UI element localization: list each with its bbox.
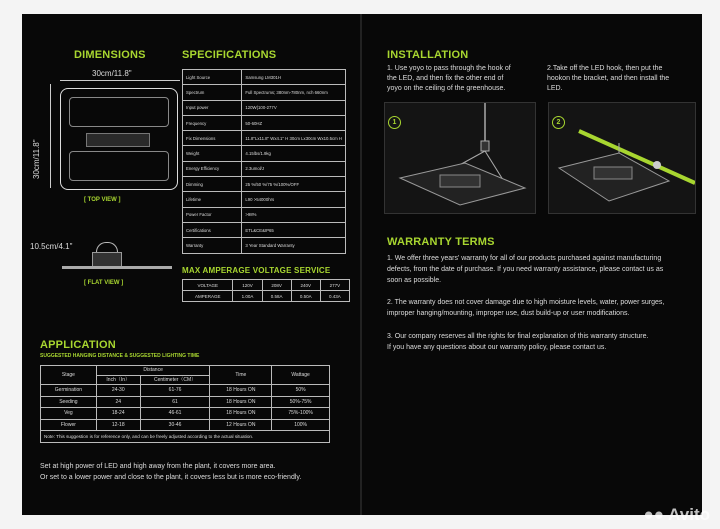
specifications-table xyxy=(182,69,346,254)
application-subtitle: SUGGESTED HANGING DISTANCE & SUGGESTED LIGHTING TIME xyxy=(40,353,200,359)
spec-label: Dimming xyxy=(183,177,242,192)
application-wattage-cell: 100% xyxy=(272,419,330,431)
spec-value: ETL&CE&IP65 xyxy=(242,222,346,237)
inch-header: Inch（In） xyxy=(96,375,140,385)
application-cm-cell: 61 xyxy=(140,396,210,408)
spec-label: Frequency xyxy=(183,115,242,130)
spec-label: Spectrum xyxy=(183,85,242,100)
amperage-cell-2: 0.58A xyxy=(262,291,291,302)
step-1-badge: 1 xyxy=(388,116,401,129)
application-wattage-cell: 75%-100% xyxy=(272,408,330,420)
led-panel-bottom xyxy=(69,151,169,181)
spec-row xyxy=(183,192,346,207)
led-center-bar xyxy=(86,133,150,147)
spec-label: Energy Efficiency xyxy=(183,161,242,176)
wattage-header: Wattage xyxy=(272,366,330,385)
spec-row xyxy=(183,207,346,222)
application-row xyxy=(41,385,330,397)
stage-header: Stage xyxy=(41,366,97,385)
flat-view-caption: [ FLAT VIEW ] xyxy=(84,280,124,286)
application-title: APPLICATION xyxy=(40,339,116,351)
amperage-cell-3: 0.50A xyxy=(291,291,320,302)
spec-row xyxy=(183,146,346,161)
application-time-cell: 12 Hours ON xyxy=(210,419,272,431)
warranty-p1-line3: soon as possible. xyxy=(387,277,442,284)
spec-row xyxy=(183,177,346,192)
spec-value: 50-60HZ xyxy=(242,115,346,130)
installation-step1-line3: yoyo on the ceiling of the greenhouse. xyxy=(387,85,506,92)
warranty-p3-line2: If you have any questions about our warranty policy, please contact us. xyxy=(387,344,607,351)
installation-image-1 xyxy=(384,102,536,214)
spec-label: Certifications xyxy=(183,222,242,237)
warranty-p3-line1: 3. Our company reserves all the rights for final explanation of this warranty structure. xyxy=(387,333,649,340)
amperage-cell-1: 1.00A xyxy=(233,291,262,302)
amperage-cell-4: 0.43A xyxy=(320,291,349,302)
spec-row xyxy=(183,115,346,130)
height-dimension-line xyxy=(50,84,51,188)
amperage-header-4: 277V xyxy=(320,280,349,291)
installation-step1-line2: the LED, and then fix the other end of xyxy=(387,75,504,82)
spec-value: 11.8"Lx11.8" Wx4.1" H 30cm Lx30cm Wx10.5cm H xyxy=(242,131,346,146)
watermark-text: Avito xyxy=(668,505,710,524)
spec-label: Weight xyxy=(183,146,242,161)
avito-watermark xyxy=(643,505,710,525)
amperage-header-2: 208V xyxy=(262,280,291,291)
spec-row xyxy=(183,70,346,85)
spec-value: Full Spectrums; 380nm-780nm, nch 660nm xyxy=(242,85,346,100)
spec-row xyxy=(183,161,346,176)
application-footer-line2: Or set to a lower power and close to the plant, it covers less but is more eco-friendly. xyxy=(40,474,302,481)
warranty-p1-line1: 1. We offer three years' warranty for all of our products purchased against manufacturing xyxy=(387,255,662,262)
application-stage-cell: Germination xyxy=(41,385,97,397)
application-inch-cell: 24 xyxy=(96,396,140,408)
spec-value: 3 Year Standard Warranty xyxy=(242,238,346,253)
installation-step1-line1: 1. Use yoyo to pass through the hook of xyxy=(387,65,511,72)
spec-row xyxy=(183,238,346,253)
application-inch-cell: 18-24 xyxy=(96,408,140,420)
application-row xyxy=(41,419,330,431)
application-inch-cell: 12-18 xyxy=(96,419,140,431)
spec-value: L90 >54000hrs xyxy=(242,192,346,207)
specifications-title: SPECIFICATIONS xyxy=(182,49,277,61)
dimensions-title: DIMENSIONS xyxy=(74,49,146,61)
application-wattage-cell: 50%-75% xyxy=(272,396,330,408)
amperage-header-0: VOLTAGE xyxy=(183,280,233,291)
amperage-header-1: 120V xyxy=(233,280,262,291)
spec-value: Samsung LM301H xyxy=(242,70,346,85)
application-row xyxy=(41,396,330,408)
spec-row xyxy=(183,131,346,146)
application-row xyxy=(41,408,330,420)
application-table xyxy=(40,365,330,443)
time-header: Time xyxy=(210,366,272,385)
application-time-cell: 18 Hours ON xyxy=(210,396,272,408)
amperage-cell-0: AMPERAGE xyxy=(183,291,233,302)
warranty-p1-line2: defects, from the date of purchase. If you need warranty assistance, please contact us as xyxy=(387,266,664,273)
width-dimension-line xyxy=(60,80,180,81)
installation-title: INSTALLATION xyxy=(387,49,469,61)
left-page xyxy=(22,14,360,515)
cm-header: Centimeter（CM） xyxy=(140,375,210,385)
avito-logo-icon: ●● xyxy=(643,505,665,524)
led-top-view-image xyxy=(60,88,178,190)
spec-value: 25 %/50 %/75 %/100%/OFF xyxy=(242,177,346,192)
application-note: Note: This suggestion is for reference only, and can be freely adjusted according to the actual situation. xyxy=(41,431,330,443)
right-page xyxy=(362,14,702,515)
spec-row xyxy=(183,85,346,100)
spec-row xyxy=(183,100,346,115)
spec-label: Light Source xyxy=(183,70,242,85)
led-flat-view-image xyxy=(62,242,182,272)
warranty-p2-line2: improper hanging/mounting, improper use, dust build-up or user modifications. xyxy=(387,310,630,317)
distance-header: Distance xyxy=(96,366,210,376)
spec-value: 120W(100-277V xyxy=(242,100,346,115)
spec-value: 2.3umol/J xyxy=(242,161,346,176)
warranty-p2-line1: 2. The warranty does not cover damage due to high moisture levels, water, power surges, xyxy=(387,299,665,306)
application-time-cell: 18 Hours ON xyxy=(210,385,272,397)
warranty-title: WARRANTY TERMS xyxy=(387,236,495,248)
application-stage-cell: Seeding xyxy=(41,396,97,408)
installation-step2-line3: LED. xyxy=(547,85,563,92)
spec-label: Fix Dimensions xyxy=(183,131,242,146)
flat-height-label: 10.5cm/4.1" xyxy=(30,242,73,251)
application-inch-cell: 24-30 xyxy=(96,385,140,397)
application-cm-cell: 30-46 xyxy=(140,419,210,431)
application-stage-cell: Flower xyxy=(41,419,97,431)
spec-label: Power Factor xyxy=(183,207,242,222)
amperage-header-3: 240V xyxy=(291,280,320,291)
installation-diagram-2 xyxy=(549,103,695,213)
amperage-table xyxy=(182,279,350,302)
installation-step2-line2: hookon the bracket, and then install the xyxy=(547,75,670,82)
height-label: 30cm/11.8" xyxy=(32,139,41,179)
application-footer-line1: Set at high power of LED and high away from the plant, it covers more area. xyxy=(40,463,276,470)
spec-row xyxy=(183,222,346,237)
installation-diagram-1 xyxy=(385,103,535,213)
application-wattage-cell: 50% xyxy=(272,385,330,397)
application-cm-cell: 61-76 xyxy=(140,385,210,397)
spec-value: >98% xyxy=(242,207,346,222)
application-cm-cell: 46-61 xyxy=(140,408,210,420)
installation-step2-line1: 2.Take off the LED hook, then put the xyxy=(547,65,663,72)
spec-label: Warranty xyxy=(183,238,242,253)
amperage-title: MAX AMPERAGE VOLTAGE SERVICE xyxy=(182,266,331,275)
installation-image-2 xyxy=(548,102,696,214)
width-label: 30cm/11.8" xyxy=(92,69,132,78)
step-2-badge: 2 xyxy=(552,116,565,129)
spec-value: 4.15lbs/1.9kg xyxy=(242,146,346,161)
application-time-cell: 18 Hours ON xyxy=(210,408,272,420)
spec-label: Lifetime xyxy=(183,192,242,207)
led-panel-top xyxy=(69,97,169,127)
application-stage-cell: Veg xyxy=(41,408,97,420)
top-view-caption: [ TOP VIEW ] xyxy=(84,197,121,203)
spec-label: Input power xyxy=(183,100,242,115)
